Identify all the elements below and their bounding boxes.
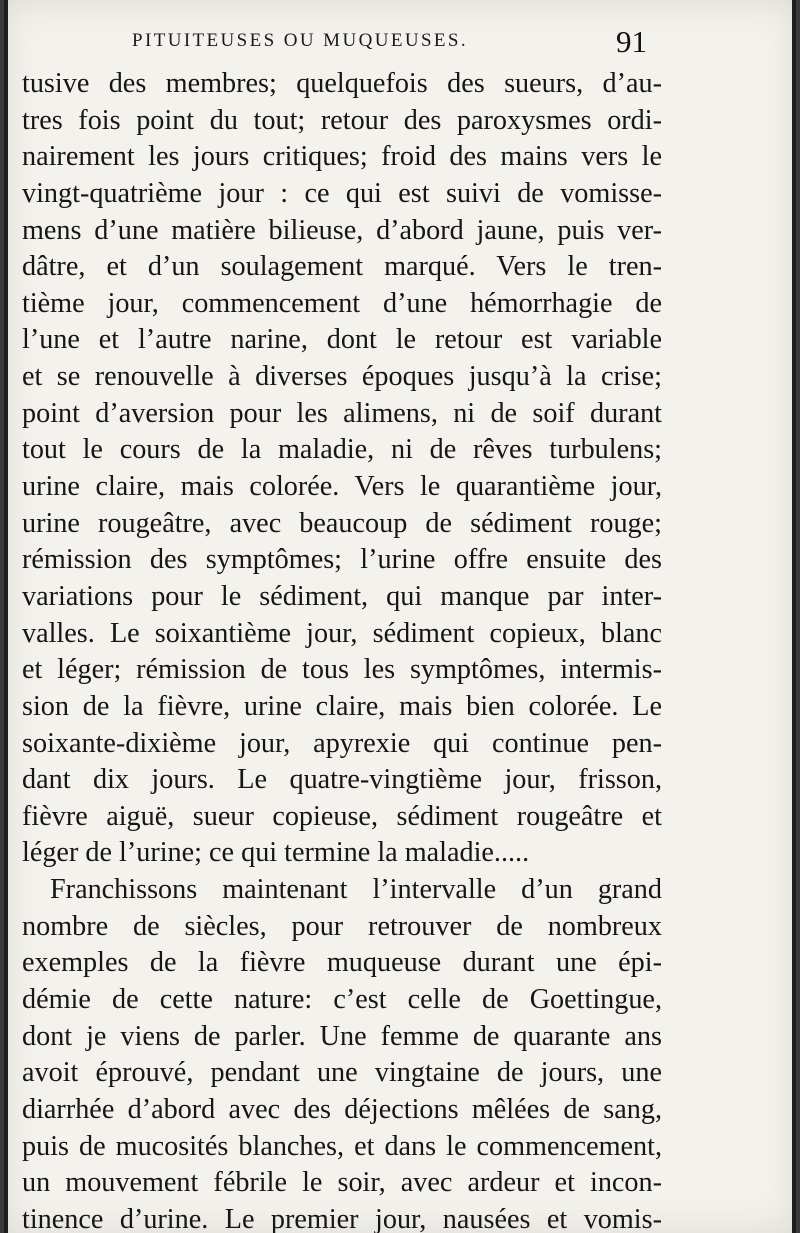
text-line: point d’aversion pour les alimens, ni de soif durant	[22, 397, 662, 429]
text-line: nairement les jours critiques; froid des mains vers le	[22, 141, 662, 173]
text-line: valles. Le soixantième jour, sédiment copieux, blanc	[22, 617, 662, 649]
text-line: exemples de la fièvre muqueuse durant une épi-	[22, 947, 662, 979]
text-line: Franchissons maintenant l’intervalle d’un grand	[50, 874, 662, 906]
text-line: variations pour le sédiment, qui manque par inter-	[22, 580, 662, 612]
text-line: démie de cette nature: c’est celle de Goettingue,	[22, 984, 662, 1016]
page-edge-left	[4, 0, 8, 1233]
text-line: fièvre aiguë, sueur copieuse, sédiment rougeâtre et	[22, 800, 662, 832]
text-line: léger de l’urine; ce qui termine la maladie.....	[22, 837, 530, 869]
text-line: puis de mucosités blanches, et dans le commencement,	[22, 1130, 662, 1162]
page-number: 91	[616, 24, 647, 59]
text-line: soixante-dixième jour, apyrexie qui continue pen-	[22, 727, 662, 759]
text-line: tusive des membres; quelquefois des sueurs, d’au-	[22, 68, 662, 99]
text-line: rémission des symptômes; l’urine offre ensuite des	[22, 544, 662, 576]
text-line: avoit éprouvé, pendant une vingtaine de jours, une	[22, 1057, 662, 1089]
text-line: tout le cours de la maladie, ni de rêves turbulens;	[22, 434, 662, 466]
text-line: l’une et l’autre narine, dont le retour est variable	[22, 324, 662, 356]
text-line: dâtre, et d’un soulagement marqué. Vers le tren-	[22, 251, 662, 283]
text-line: tinence d’urine. Le premier jour, nausées et vomis-	[22, 1203, 662, 1233]
text-line: mens d’une matière bilieuse, d’abord jaune, puis ver-	[22, 214, 662, 246]
text-line: vingt-quatrième jour : ce qui est suivi de vomisse-	[22, 177, 662, 209]
running-header-title: PITUITEUSES OU MUQUEUSES.	[132, 30, 469, 51]
text-line: dont je viens de parler. Une femme de quarante ans	[22, 1020, 662, 1052]
page-edge-right	[792, 0, 796, 1233]
text-line: diarrhée d’abord avec des déjections mêlées de sang,	[22, 1093, 662, 1125]
text-line: dant dix jours. Le quatre-vingtième jour, frisson,	[22, 764, 662, 796]
body-text	[22, 66, 662, 1233]
text-line: urine rougeâtre, avec beaucoup de sédiment rouge;	[22, 507, 662, 539]
text-line: un mouvement fébrile le soir, avec ardeur et incon-	[22, 1167, 662, 1199]
book-page	[4, 0, 796, 1233]
text-line: et se renouvelle à diverses époques jusqu’à la crise;	[22, 361, 662, 393]
text-line: et léger; rémission de tous les symptômes, intermis-	[22, 654, 662, 686]
text-line: tres fois point du tout; retour des paroxysmes ordi-	[22, 104, 662, 136]
text-line: sion de la fièvre, urine claire, mais bien colorée. Le	[22, 690, 662, 722]
text-line: tième jour, commencement d’une hémorrhagie de	[22, 287, 662, 319]
text-line: nombre de siècles, pour retrouver de nombreux	[22, 910, 662, 942]
text-line: urine claire, mais colorée. Vers le quarantième jour,	[22, 471, 662, 503]
